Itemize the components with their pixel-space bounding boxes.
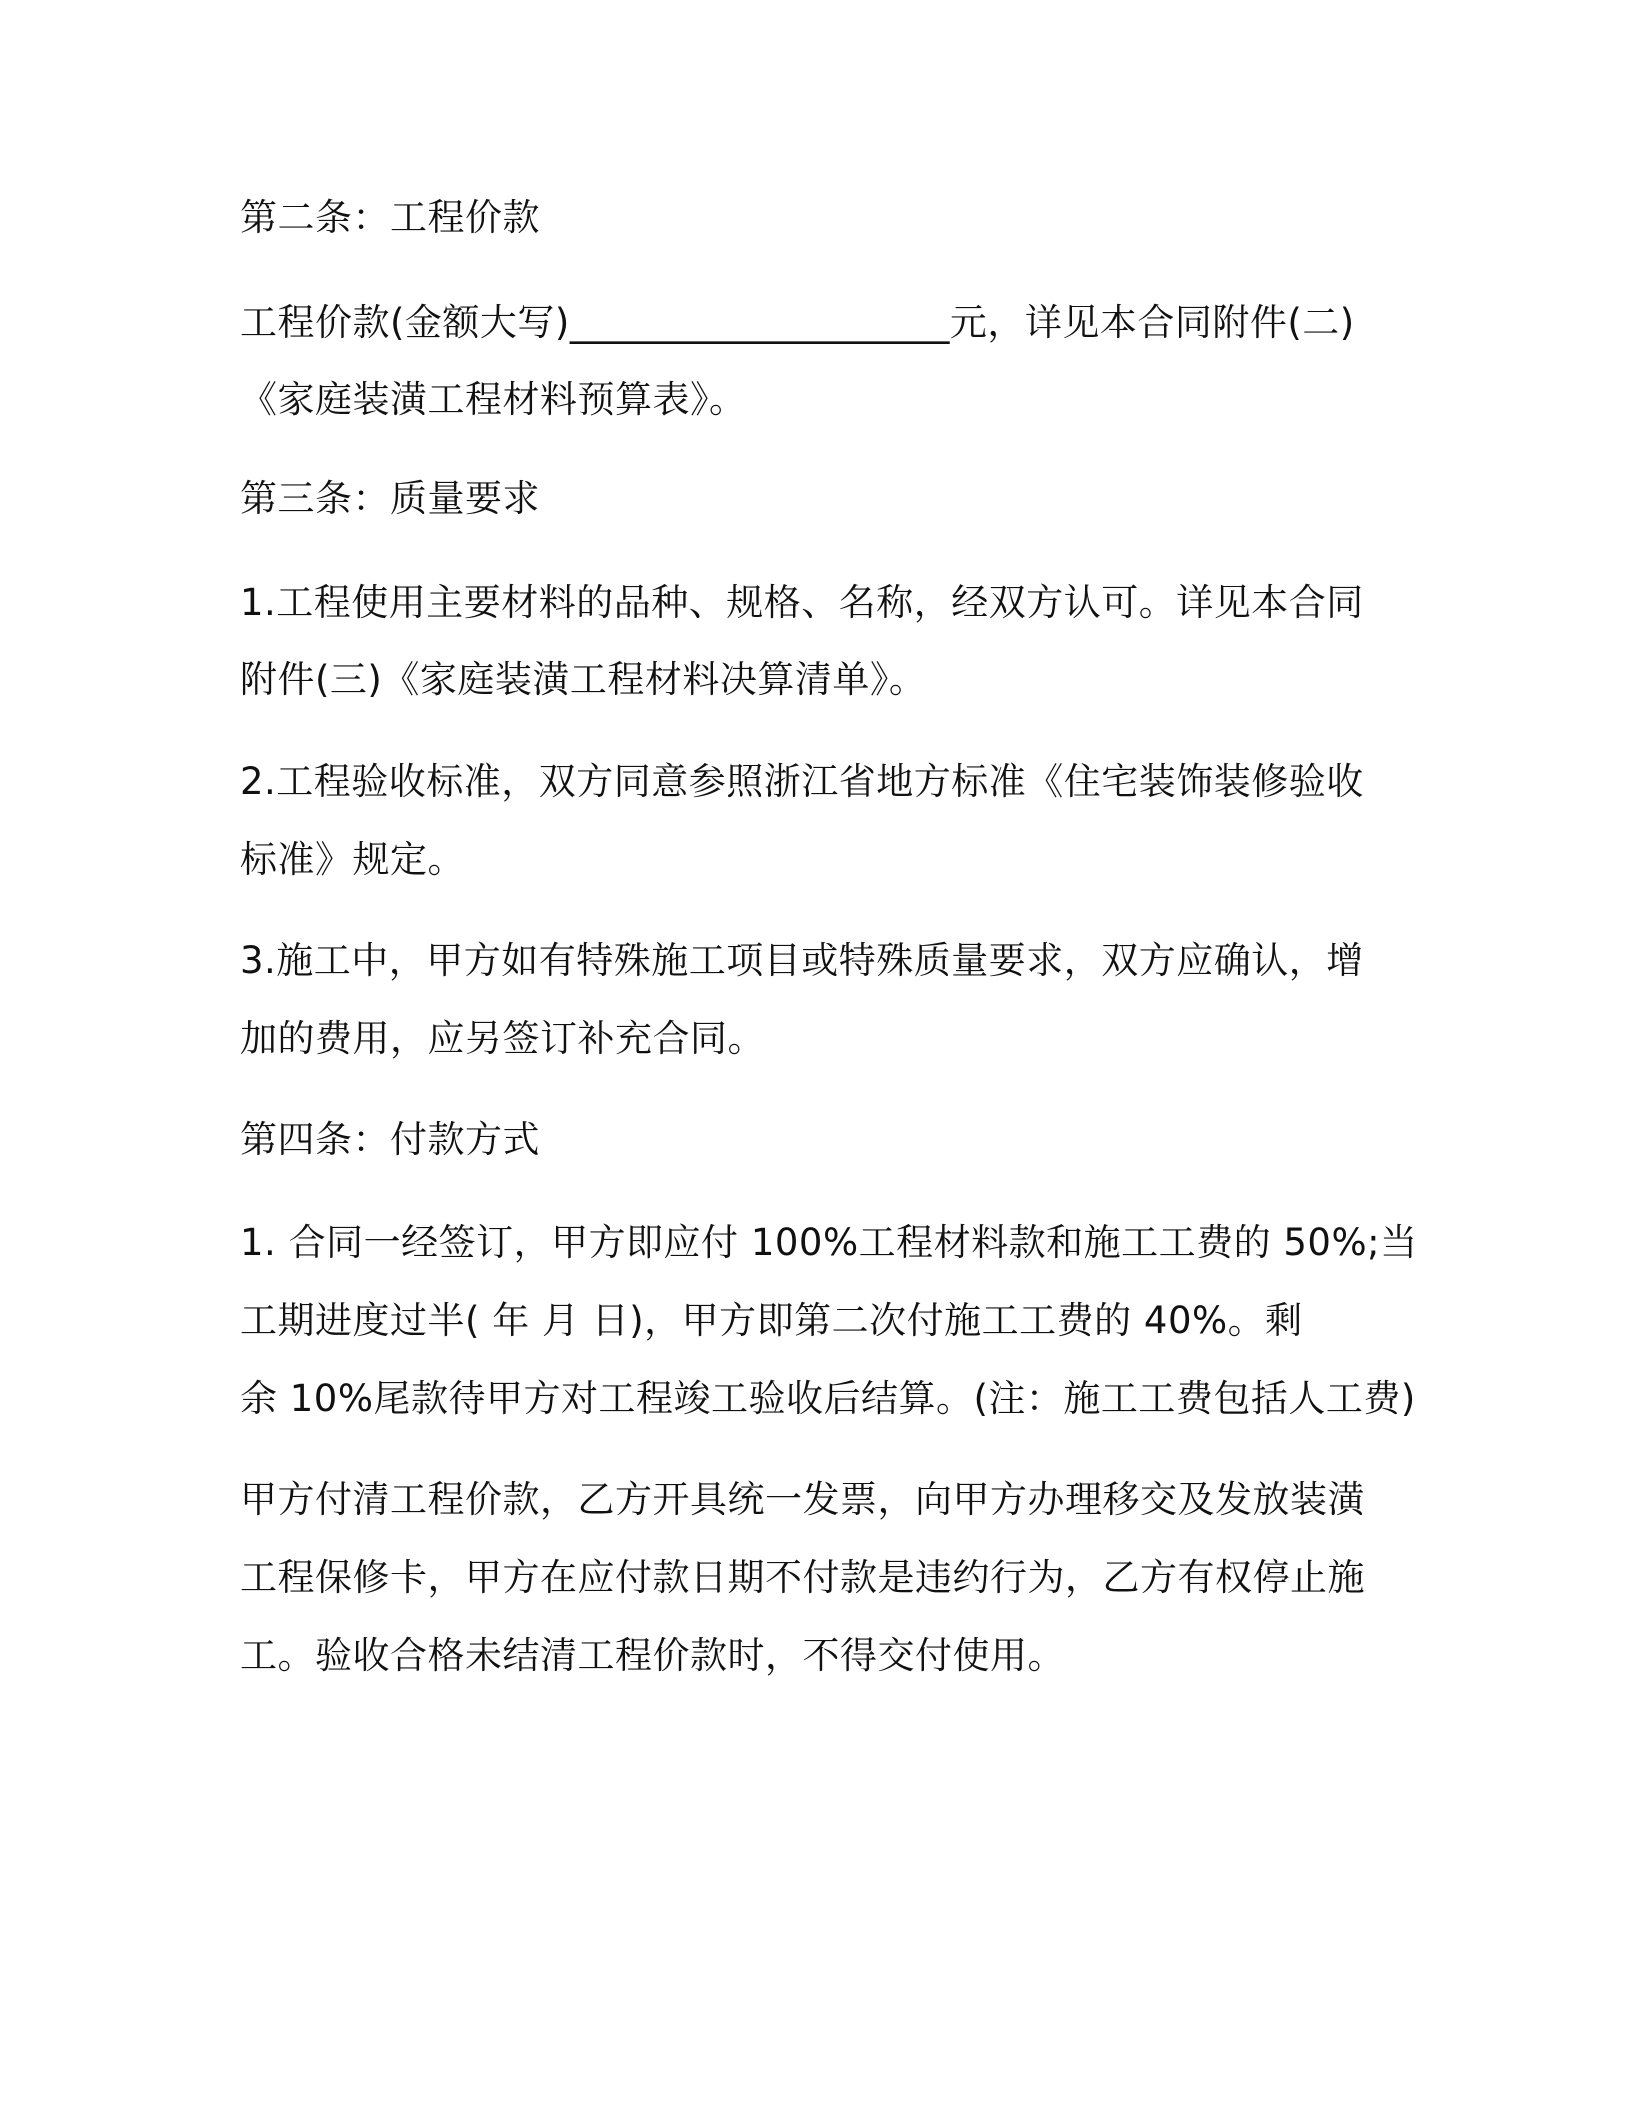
article3-item2-line1: 2.工程验收标准，双方同意参照浙江省地方标准《住宅装饰装修验收 — [240, 760, 1364, 803]
article2-line1: 工程价款(金额大写)____________________元，详见本合同附件(二) — [240, 301, 1355, 344]
article4-para-line3: 工。验收合格未结清工程价款时，不得交付使用。 — [240, 1634, 1065, 1677]
article2-line2: 《家庭装潢工程材料预算表》。 — [240, 378, 747, 421]
article3-heading: 第三条：质量要求 — [240, 477, 540, 520]
article4-heading: 第四条：付款方式 — [240, 1118, 540, 1161]
article4-item1-line2: 工期进度过半( 年 月 日)，甲方即第二次付施工工费的 40%。剩 — [240, 1299, 1303, 1342]
article3-item1-line1: 1.工程使用主要材料的品种、规格、名称，经双方认可。详见本合同 — [240, 581, 1364, 624]
article2-heading: 第二条：工程价款 — [240, 196, 540, 239]
article4-para-line2: 工程保修卡，甲方在应付款日期不付款是违约行为，乙方有权停止施 — [240, 1556, 1365, 1599]
article4-item1-line1: 1. 合同一经签订，甲方即应付 100%工程材料款和施工工费的 50%;当 — [240, 1221, 1418, 1264]
article3-item1-line2: 附件(三)《家庭装潢工程材料决算清单》。 — [240, 658, 927, 701]
article3-item3-line1: 3.施工中，甲方如有特殊施工项目或特殊质量要求，双方应确认，增 — [240, 939, 1364, 982]
article4-item1-line3: 余 10%尾款待甲方对工程竣工验收后结算。(注：施工工费包括人工费) — [240, 1377, 1416, 1420]
article3-item3-line2: 加的费用，应另签订补充合同。 — [240, 1017, 765, 1060]
article3-item2-line2: 标准》规定。 — [240, 838, 465, 881]
article4-para-line1: 甲方付清工程价款，乙方开具统一发票，向甲方办理移交及发放装潢 — [240, 1478, 1365, 1521]
